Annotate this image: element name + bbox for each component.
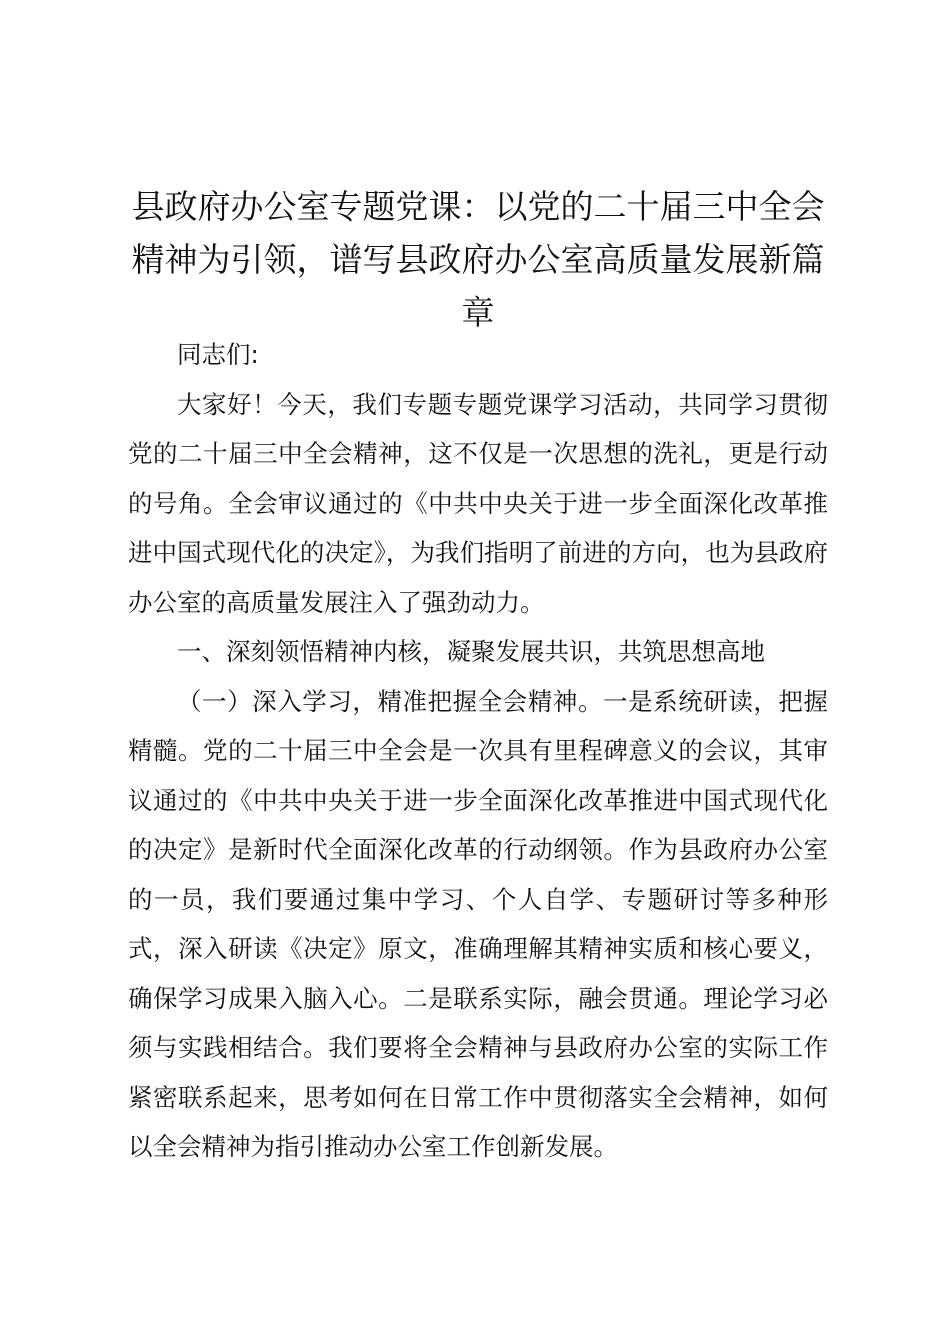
section-heading: 一、深刻领悟精神内核，凝聚发展共识，共筑思想高地 [177, 637, 765, 666]
document-body [128, 330, 828, 1172]
paragraph-intro: 大家好！今天，我们专题专题党课学习活动，共同学习贯彻党的二十届三中全会精神，这不仅是一次思想的洗礼，更是行动的号角。全会审议通过的《中共中央关于进一步全面深化改革推进中国式现代化的决定》，为我们指明了前进的方向，也为县政府办公室的高质量发展注入了强劲动力。 [128, 389, 828, 617]
document-title: 县政府办公室专题党课：以党的二十届三中全会精神为引领，谱写县政府办公室高质量发展新篇章 [131, 187, 825, 332]
salutation: 同志们: [177, 340, 259, 369]
paragraph-section-1-1: （一）深入学习，精准把握全会精神。一是系统研读，把握精髓。党的二十届三中全会是一次具有里程碑意义的会议，其审议通过的《中共中央关于进一步全面深化改革推进中国式现代化的决定》是新时代全面深化改革的行动纲领。作为县政府办公室的一员，我们要通过集中学习、个人自学、专题研讨等多种形式，深入研读《决定》原文，准确理解其精神实质和核心要义，确保学习成果入脑入心。二是联系实际，融会贯通。理论学习必须与实践相结合。我们要将全会精神与县政府办公室的实际工作紧密联系起来，思考如何在日常工作中贯彻落实全会精神，如何以全会精神为指引推动办公室工作创新发展。 [128, 686, 828, 1161]
